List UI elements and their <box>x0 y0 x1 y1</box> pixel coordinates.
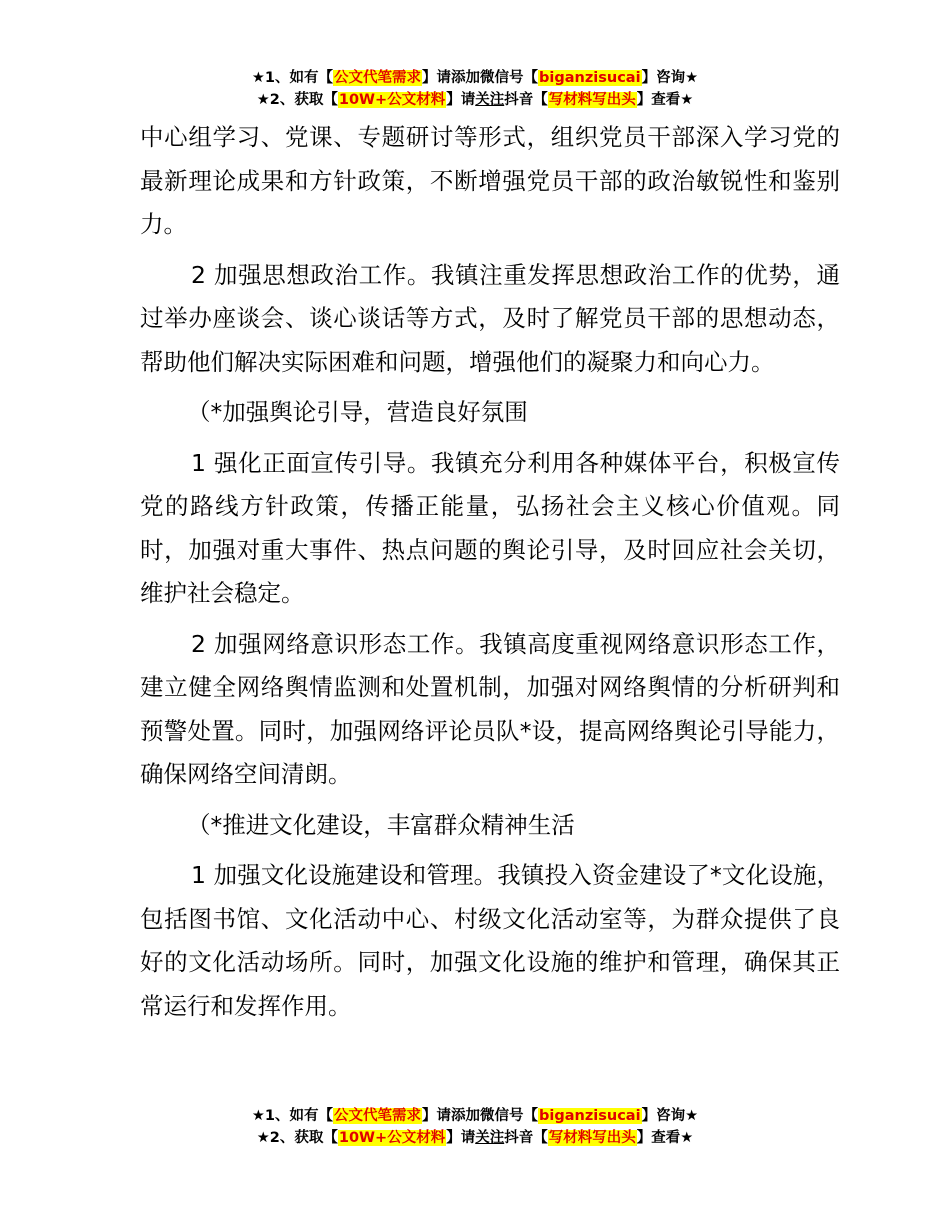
banner-highlight: 写材料写出头 <box>548 1130 636 1146</box>
banner-text: 加 <box>465 1108 481 1124</box>
banner-line-1 <box>0 67 950 89</box>
banner-text: 加 <box>465 70 481 86</box>
header-banner <box>0 67 950 111</box>
banner-underline: 关注 <box>475 1130 505 1146</box>
banner-highlight: 公文代笔需求 <box>334 1108 422 1124</box>
banner-underline: 关注 <box>475 92 505 108</box>
banner-text: 】查看★ <box>636 1130 694 1146</box>
banner-text: ★2、获取【 <box>256 92 338 108</box>
banner-text: 抖音【 <box>504 92 548 108</box>
banner-text: 】咨询★ <box>641 70 699 86</box>
banner-highlight: 10W+公文材料 <box>338 92 446 108</box>
banner-text: ★2、获取【 <box>256 1130 338 1146</box>
banner-highlight: 10W+公文材料 <box>338 1130 446 1146</box>
footer-banner <box>0 1105 950 1149</box>
banner-line-2 <box>0 1127 950 1149</box>
section-heading: （*加强舆论引导，营造良好氛围 <box>187 398 528 426</box>
banner-highlight: 公文代笔需求 <box>334 70 422 86</box>
banner-line-1 <box>0 1105 950 1127</box>
banner-text: 微信号【 <box>480 1108 539 1124</box>
paragraph: 2 加强网络意识形态工作。我镇高度重视网络意识形态工作，建立健全网络舆情监测和处置机制，加强对网络舆情的分析研判和预警处置。同时，加强网络评论员队*设，提高网络舆论引导能力，确保网络空间清朗。 <box>140 629 840 788</box>
banner-text: ★1、如有【 <box>251 70 334 86</box>
banner-text: 】请 <box>446 92 476 108</box>
banner-highlight: 写材料写出头 <box>548 92 636 108</box>
banner-text: 】请添 <box>422 70 466 86</box>
paragraph: 2 加强思想政治工作。我镇注重发挥思想政治工作的优势，通过举办座谈会、谈心谈话等方式，及时了解党员干部的思想动态，帮助他们解决实际困难和问题，增强他们的凝聚力和向心力。 <box>140 260 840 376</box>
banner-text: 微信号【 <box>480 70 539 86</box>
banner-text: 】咨询★ <box>641 1108 699 1124</box>
banner-line-2 <box>0 89 950 111</box>
banner-text: 抖音【 <box>504 1130 548 1146</box>
banner-highlight: biganzisucai <box>539 70 641 86</box>
paragraph: 1 强化正面宣传引导。我镇充分利用各种媒体平台，积极宣传党的路线方针政策，传播正能量，弘扬社会主义核心价值观。同时，加强对重大事件、热点问题的舆论引导，及时回应社会关切，维护社会稳定。 <box>140 448 840 607</box>
document-body <box>140 116 840 1035</box>
banner-text: ★1、如有【 <box>251 1108 334 1124</box>
paragraph: 中心组学习、党课、专题研讨等形式，组织党员干部深入学习党的最新理论成果和方针政策，不断增强党员干部的政治敏锐性和鉴别力。 <box>140 123 840 238</box>
section-heading: （*推进文化建设，丰富群众精神生活 <box>187 810 575 839</box>
banner-text: 】请添 <box>422 1108 466 1124</box>
banner-text: 】请 <box>446 1130 476 1146</box>
banner-highlight: biganzisucai <box>539 1108 641 1124</box>
banner-text: 】查看★ <box>636 92 694 108</box>
paragraph: 1 加强文化设施建设和管理。我镇投入资金建设了*文化设施，包括图书馆、文化活动中心、村级文化活动室等，为群众提供了良好的文化活动场所。同时，加强文化设施的维护和管理，确保其正常运行和发挥作用。 <box>140 861 840 1020</box>
